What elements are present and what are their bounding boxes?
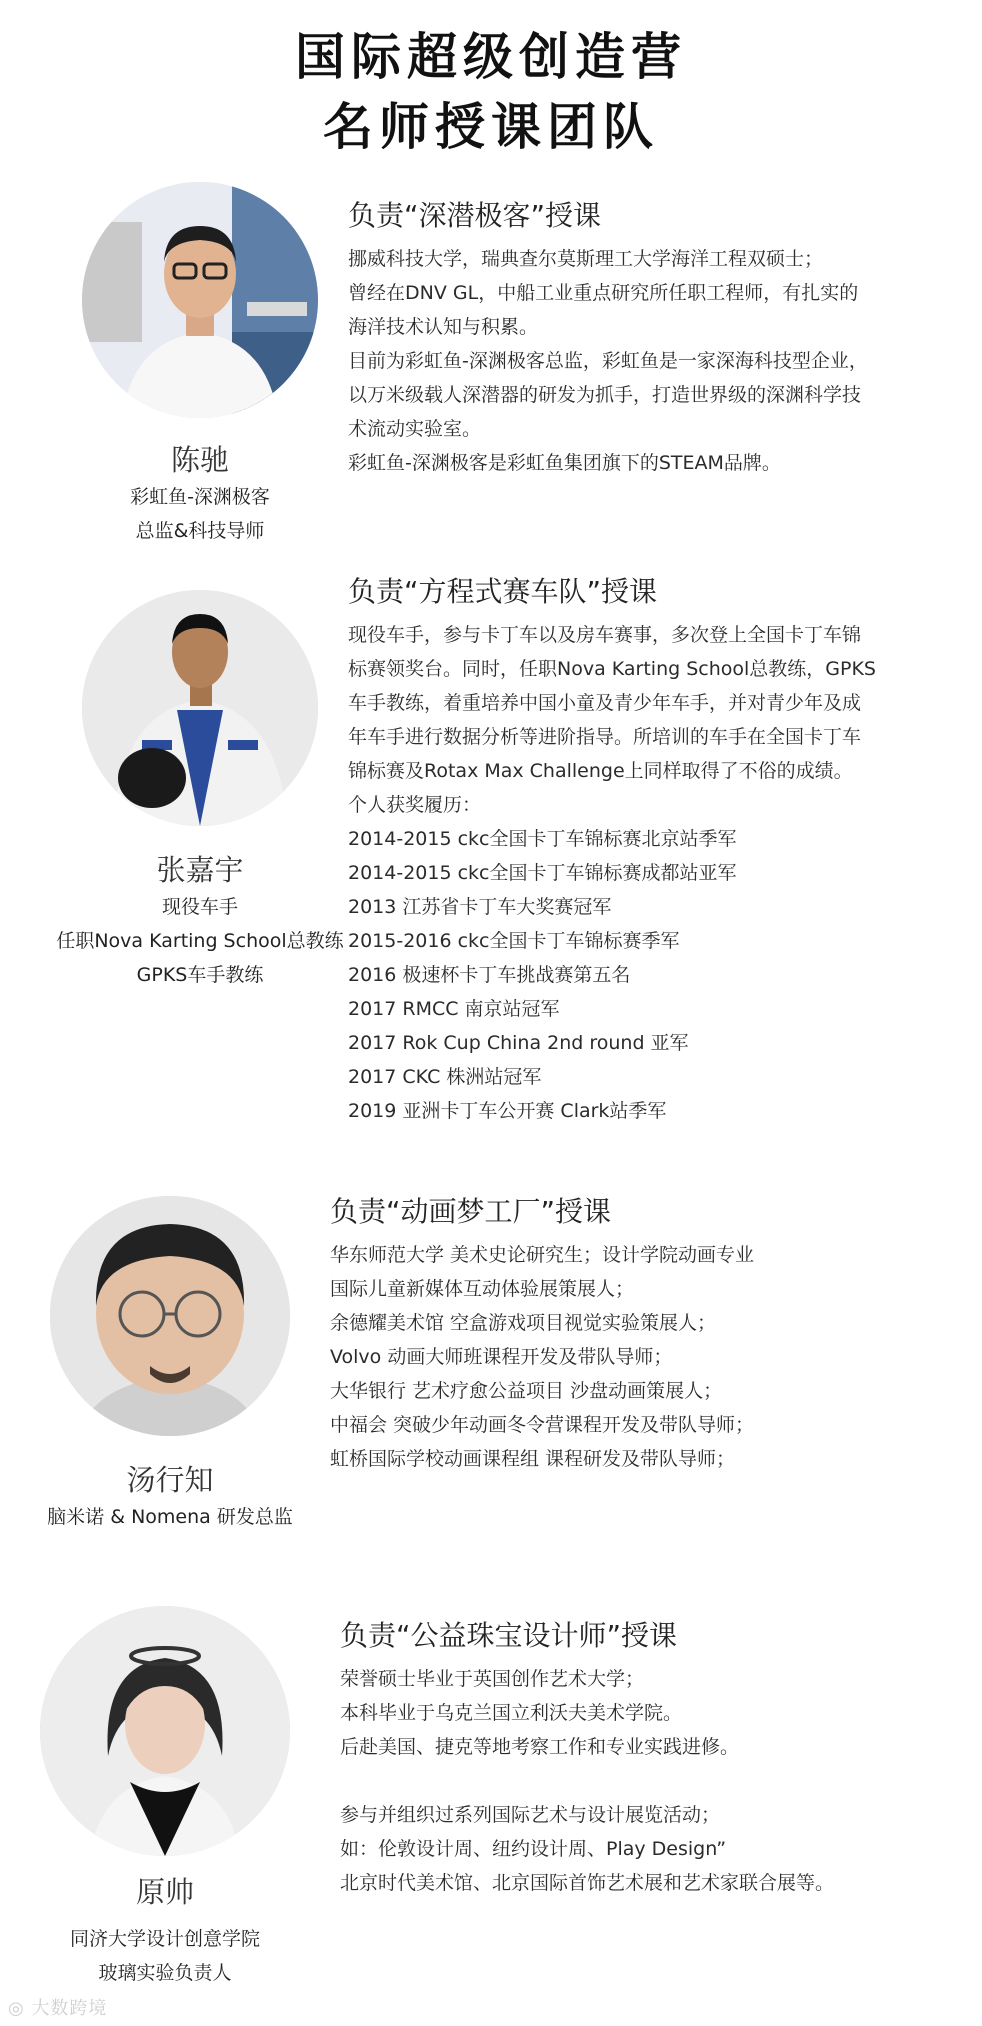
teacher-course-heading: 负责“公益珠宝设计师”授课 xyxy=(340,1619,678,1652)
teacher-name: 陈驰 xyxy=(170,443,229,477)
teacher-role: 彩虹鱼-深渊极客 xyxy=(130,486,270,508)
teacher-detail-zhangjiayu xyxy=(348,572,968,1128)
teacher-name: 张嘉宇 xyxy=(156,853,244,887)
teacher-bio-line: 术流动实验室。 xyxy=(348,418,482,440)
teacher-bio-line: 车手教练，着重培养中国小童及青少年车手，并对青少年及成 xyxy=(348,692,862,714)
teacher-bio-line: 大华银行 艺术疗愈公益项目 沙盘动画策展人； xyxy=(330,1380,723,1402)
teacher-bio-line: 海洋技术认知与积累。 xyxy=(348,316,539,338)
teacher-bio-line: 如：伦敦设计周、纽约设计周、Play Design” xyxy=(340,1838,727,1860)
teacher-course-heading: 负责“动画梦工厂”授课 xyxy=(330,1195,612,1228)
watermark-logo-icon: ◎ xyxy=(8,1998,32,2019)
teacher-role: 同济大学设计创意学院 xyxy=(69,1928,260,1950)
teacher-bio-line: 后赴美国、捷克等地考察工作和专业实践进修。 xyxy=(340,1736,740,1758)
teacher-bio-line: 个人获奖履历： xyxy=(348,794,482,816)
teacher-bio-line: 国际儿童新媒体互动体验展策展人； xyxy=(330,1278,635,1300)
teacher-award-line: 2015-2016 ckc全国卡丁车锦标赛季军 xyxy=(348,930,680,952)
teacher-bio-line: 目前为彩虹鱼-深渊极客总监，彩虹鱼是一家深海科技型企业， xyxy=(348,350,868,372)
teacher-role: 任职Nova Karting School总教练 xyxy=(56,930,344,952)
teacher-award-line: 2013 江苏省卡丁车大奖赛冠军 xyxy=(348,896,612,918)
teacher-detail-tangxingzhi xyxy=(330,1192,970,1476)
page-header xyxy=(0,22,982,162)
teacher-name-block-chenchi xyxy=(90,440,310,548)
teacher-award-line: 2017 Rok Cup China 2nd round 亚军 xyxy=(348,1032,689,1054)
teacher-bio-line: 锦标赛及Rotax Max Challenge上同样取得了不俗的成绩。 xyxy=(348,760,853,782)
teacher-name: 原帅 xyxy=(135,1875,194,1909)
teacher-name: 汤行知 xyxy=(126,1463,214,1497)
teacher-award-line: 2014-2015 ckc全国卡丁车锦标赛北京站季军 xyxy=(348,828,737,850)
teacher-role: 现役车手 xyxy=(161,896,238,918)
teacher-bio-line: 挪威科技大学，瑞典查尔莫斯理工大学海洋工程双硕士； xyxy=(348,248,824,270)
teacher-award-line: 2014-2015 ckc全国卡丁车锦标赛成都站亚军 xyxy=(348,862,737,884)
teacher-bio-line: 以万米级载人深潜器的研发为抓手，打造世界级的深渊科学技 xyxy=(348,384,862,406)
paragraph-gap xyxy=(340,1764,970,1798)
teacher-name-block-tangxingzhi xyxy=(10,1460,330,1534)
teacher-award-line: 2019 亚洲卡丁车公开赛 Clark站季军 xyxy=(348,1100,667,1122)
teacher-name-block-yuanshuai xyxy=(20,1872,310,1990)
teacher-bio-line: 本科毕业于乌克兰国立利沃夫美术学院。 xyxy=(340,1702,683,1724)
page-title-line1: 国际超级创造营 xyxy=(295,28,687,86)
page-title-line2: 名师授课团队 xyxy=(323,98,659,156)
teacher-name-block-zhangjiayu xyxy=(12,850,388,992)
teacher-role: GPKS车手教练 xyxy=(136,964,264,986)
teacher-award-line: 2017 RMCC 南京站冠军 xyxy=(348,998,560,1020)
teacher-course-heading: 负责“深潜极客”授课 xyxy=(348,199,602,232)
teacher-photo-zhangjiayu xyxy=(82,590,318,826)
teacher-award-line: 2017 CKC 株洲站冠军 xyxy=(348,1066,542,1088)
teacher-bio-line: 曾经在DNV GL，中船工业重点研究所任职工程师，有扎实的 xyxy=(348,282,859,304)
teacher-photo-tangxingzhi xyxy=(50,1196,290,1436)
teacher-detail-chenchi xyxy=(348,196,968,480)
teacher-bio-line: 参与并组织过系列国际艺术与设计展览活动； xyxy=(340,1804,721,1826)
teacher-bio-line: 现役车手，参与卡丁车以及房车赛事，多次登上全国卡丁车锦 xyxy=(348,624,862,646)
teacher-role: 脑米诺 & Nomena 研发总监 xyxy=(47,1506,293,1528)
teacher-bio-line: 标赛领奖台。同时，任职Nova Karting School总教练，GPKS xyxy=(348,658,876,680)
watermark-text: 大数跨境 xyxy=(31,1998,108,2019)
teacher-detail-yuanshuai xyxy=(340,1616,970,1900)
teacher-bio-line: 中福会 突破少年动画冬令营课程开发及带队导师； xyxy=(330,1414,755,1436)
teacher-bio-line: 年车手进行数据分析等进阶指导。所培训的车手在全国卡丁车 xyxy=(348,726,862,748)
teacher-photo-yuanshuai xyxy=(40,1606,290,1856)
teacher-course-heading: 负责“方程式赛车队”授课 xyxy=(348,575,658,608)
teacher-bio-line: 余德耀美术馆 空盒游戏项目视觉实验策展人； xyxy=(330,1312,717,1334)
teacher-bio-line: Volvo 动画大师班课程开发及带队导师； xyxy=(330,1346,673,1368)
watermark xyxy=(8,1994,107,2020)
teacher-role: 玻璃实验负责人 xyxy=(98,1962,232,1984)
teacher-bio-line: 荣誉硕士毕业于英国创作艺术大学； xyxy=(340,1668,645,1690)
teacher-bio-line: 虹桥国际学校动画课程组 课程研发及带队导师； xyxy=(330,1448,736,1470)
teacher-bio-line: 彩虹鱼-深渊极客是彩虹鱼集团旗下的STEAM品牌。 xyxy=(348,452,781,474)
teacher-role: 总监&科技导师 xyxy=(135,520,265,542)
teacher-bio-line: 北京时代美术馆、北京国际首饰艺术展和艺术家联合展等。 xyxy=(340,1872,835,1894)
teacher-award-line: 2016 极速杯卡丁车挑战赛第五名 xyxy=(348,964,631,986)
teacher-photo-chenchi xyxy=(82,182,318,418)
teacher-bio-line: 华东师范大学 美术史论研究生；设计学院动画专业 xyxy=(330,1244,755,1266)
